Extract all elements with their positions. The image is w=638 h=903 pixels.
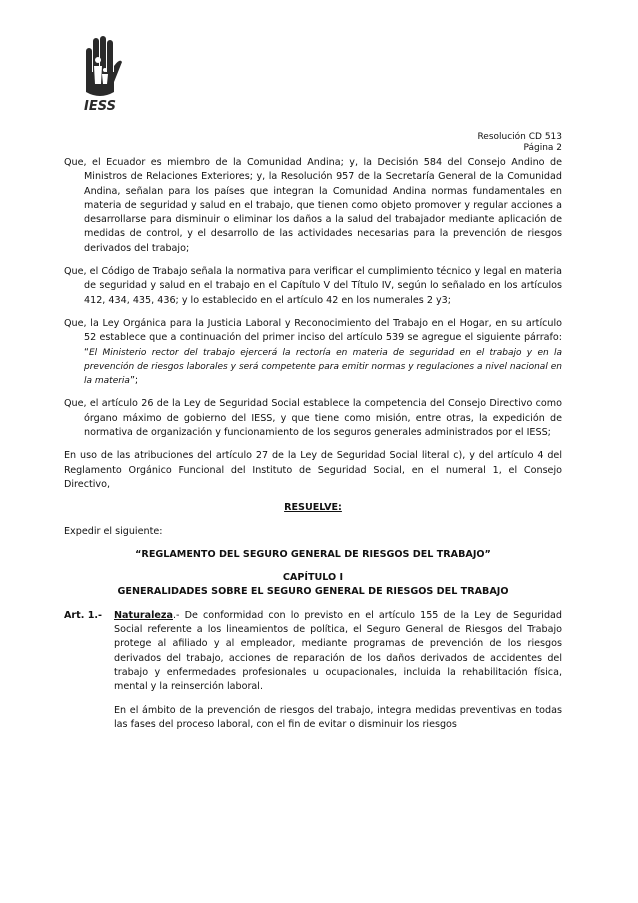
chapter-title: GENERALIDADES SOBRE EL SEGURO GENERAL DE RIESGOS DEL TRABAJO [117, 586, 509, 598]
paragraph-comunidad-andina: Que, el Ecuador es miembro de la Comunidad Andina; y, la Decisión 584 del Consejo Andino de Ministros de Relaciones Exteriores; y, la Resolución 957 de la Secretaría General de la Comunidad Andina, señalan para los países que integran la Comunidad Andina normas fundamentales en materia de seguridad y salud en el trabajo, que tienen como objeto promover y regular acciones a desarrollarse para disminuir o eliminar los daños a la salud del trabajador mediante aplicación de medidas de control, y el desarrollo de las actividades necesarias para la prevención de riesgos derivados del trabajo; [64, 157, 562, 254]
document-body [64, 156, 562, 732]
expedir-text: Expedir el siguiente: [64, 525, 163, 537]
paragraph-ley-organica [64, 317, 562, 388]
article-1-continuation: En el ámbito de la prevención de riesgos del trabajo, integra medidas preventivas en todas las fases del proceso laboral, con el fin de evitar o disminuir los riesgos [114, 704, 562, 730]
article-1 [64, 609, 562, 695]
article-heading: Naturaleza [114, 609, 173, 621]
article-text: .- De conformidad con lo previsto en el artículo 155 de la Ley de Seguridad Social referente a los lineamientos de política, el Seguro General de Riesgos del Trabajo protege al afiliado y al empleador, mediante programas de prevención de los riesgos derivados del trabajo, acciones de reparación de los daños derivados de accidentes del trabajo y enfermedades profesionales u ocupacionales, incluida la rehabilitación física, mental y la reinserción laboral. [114, 609, 562, 693]
paragraph-codigo-trabajo: Que, el Código de Trabajo señala la normativa para verificar el cumplimiento técnico y legal en materia de seguridad y salud en el trabajo en el Capítulo V del Título IV, según lo señalado en los artículos 412, 434, 435, 436; y lo establecido en el artículo 42 en los numerales 2 y3; [64, 266, 562, 306]
quote-text: El Ministerio rector del trabajo ejercerá la rectoría en materia de seguridad en el trabajo y en la prevención de riesgos laborales y será competente para emitir normas y regulaciones a nivel nacional en la materia [84, 347, 562, 387]
iess-logo [80, 36, 124, 116]
svg-text:IESS: IESS [84, 99, 116, 114]
chapter-number: CAPÍTULO I [282, 572, 344, 584]
resuelve-heading: RESUELVE: [284, 502, 342, 514]
paragraph-ley-seguridad-social: Que, el artículo 26 de la Ley de Seguridad Social establece la competencia del Consejo Directivo como órgano máximo de gobierno del IESS, y que tiene como misión, entre otras, la expedición de normativa de organización y funcionamiento de los seguros generales administrados por el IESS; [64, 398, 562, 439]
quote-outro: ”; [129, 375, 139, 387]
paragraph-atribuciones: En uso de las atribuciones del artículo 27 de la Ley de Seguridad Social literal c), y del artículo 4 del Reglamento Orgánico Funcional del Instituto de Seguridad Social, en el numeral 1, el Consejo Directivo, [64, 450, 562, 490]
resolution-number: Resolución CD 513 [477, 132, 562, 142]
quote-intro: Que, la Ley Orgánica para la Justicia Laboral y Reconocimiento del Trabajo en el Hogar, en su artículo 52 establece que a continuación del primer inciso del artículo 539 se agregue el siguiente párrafo: “ [64, 317, 562, 358]
reglamento-title: “REGLAMENTO DEL SEGURO GENERAL DE RIESGOS DEL TRABAJO” [135, 548, 491, 560]
resolution-header [477, 132, 562, 154]
article-number: Art. 1.- [64, 609, 103, 621]
page-number: Página 2 [523, 143, 562, 153]
